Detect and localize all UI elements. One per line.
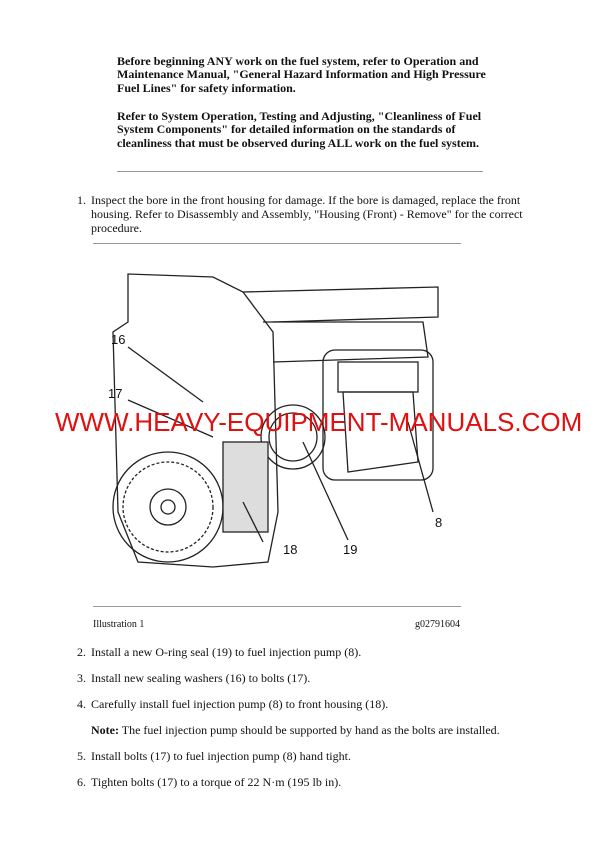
note-text: The fuel injection pump should be supported by hand as the bolts are installed. (118, 723, 500, 737)
callout-19: 19 (343, 542, 358, 557)
divider (117, 171, 483, 172)
step-number: 3. (77, 671, 86, 685)
warning-safety: Before beginning ANY work on the fuel system, refer to Operation and Maintenance Manual, "General Hazard Information and High Pressure Fuel Lines" for safety information. (117, 54, 486, 95)
note-label: Note: (91, 723, 119, 737)
step-number: 2. (77, 645, 86, 659)
step-text: Inspect the bore in the front housing for damage. If the bore is damaged, replace the front housing. Refer to Disassembly and Assembly, "Housing (Front) - Remove" for the correct procedure. (91, 193, 523, 235)
warning-cleanliness: Refer to System Operation, Testing and Adjusting, "Cleanliness of Fuel System Components" for detailed information on the standards of cleanliness that must be observed during ALL work on the fuel system. (117, 109, 482, 150)
illustration-caption: Illustration 1 (93, 619, 145, 630)
illustration-id: g02791604 (415, 619, 460, 630)
callout-18: 18 (283, 542, 298, 557)
step-text: Install bolts (17) to fuel injection pump (8) hand tight. (91, 749, 351, 763)
step-3 (77, 671, 537, 685)
note (77, 723, 537, 737)
callout-16: 16 (111, 332, 126, 347)
step-text: Install new sealing washers (16) to bolts (17). (91, 671, 311, 685)
step-text: Carefully install fuel injection pump (8) to front housing (18). (91, 697, 389, 711)
watermark: WWW.HEAVY-EQUIPMENT-MANUALS.COM (55, 407, 583, 437)
callout-17: 17 (108, 386, 123, 401)
step-text: Tighten bolts (17) to a torque of 22 N·m (195 lb in). (91, 775, 342, 789)
step-number: 1. (77, 193, 86, 207)
step-text: Install a new O-ring seal (19) to fuel injection pump (8). (91, 645, 362, 659)
step-6 (77, 775, 537, 789)
step-1 (77, 193, 537, 235)
step-4 (77, 697, 537, 711)
divider (93, 243, 461, 244)
divider (93, 606, 461, 607)
callout-8: 8 (435, 515, 443, 530)
step-number: 4. (77, 697, 86, 711)
step-2 (77, 645, 537, 659)
step-number: 5. (77, 749, 86, 763)
step-5 (77, 749, 537, 763)
step-number: 6. (77, 775, 86, 789)
